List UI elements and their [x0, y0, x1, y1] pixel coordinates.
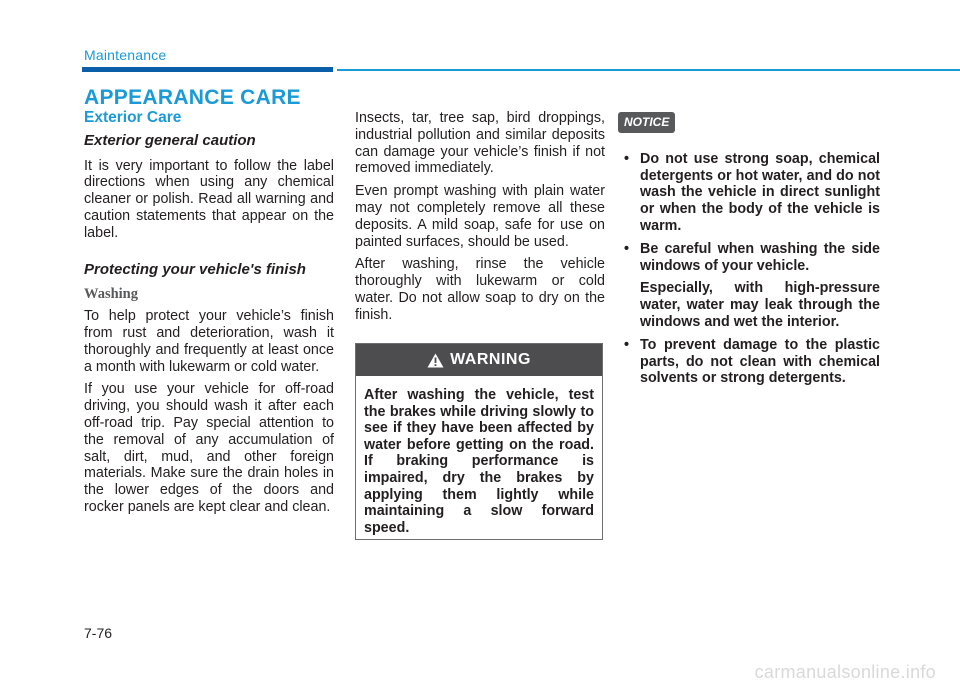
paragraph-deposits: Insects, tar, tree sap, bird droppings, industrial pollution and similar deposits can damage your vehicle’s finish if not removed immediately.	[355, 110, 605, 177]
notice-item-side-windows	[618, 241, 880, 331]
warning-box	[355, 343, 603, 540]
section-title-exterior-care: Exterior Care	[84, 109, 182, 126]
column-left	[84, 110, 334, 522]
notice-item-soap-text: • Do not use strong soap, chemical detergents or hot water, and do not wash the vehicle in direct sunlight or when the body of the vehicle is warm.	[640, 150, 880, 234]
notice-item-side-windows-text: • Be careful when washing the side windows of your vehicle.	[640, 240, 880, 274]
paragraph-general-caution: It is very important to follow the label directions when using any chemical cleaner or polish. Read all warning and caution statements that appear on the label.	[84, 157, 334, 241]
notice-item-high-pressure-text: Especially, with high-pressure water, water may leak through the windows and wet the interior.	[640, 280, 880, 330]
notice-item-plastic-parts	[618, 337, 880, 387]
watermark: carmanualsonline.info	[754, 662, 936, 682]
notice-item-soap	[618, 151, 880, 235]
page-number: 7-76	[84, 625, 113, 641]
paragraph-prompt-washing: Even prompt washing with plain water may not completely remove all these deposits. A mild soap, safe for use on painted surfaces, should be used.	[355, 183, 605, 250]
section-label: Maintenance	[84, 47, 167, 63]
notice-item-plastic-parts-text: • To prevent damage to the plastic parts, do not clean with chemical solvents or strong detergents.	[640, 336, 880, 387]
paragraph-rinse: After washing, rinse the vehicle thoroughly with lukewarm or cold water. Do not allow soap to dry on the finish.	[355, 256, 605, 323]
warning-header	[356, 344, 602, 376]
header-rule-light	[337, 69, 960, 71]
notice-badge: NOTICE	[618, 112, 675, 133]
chapter-title: APPEARANCE CARE	[84, 86, 301, 109]
notice-list	[618, 151, 880, 387]
paragraph-washing-1: To help protect your vehicle’s finish from rust and deterioration, wash it thoroughly and frequently at least once a month with lukewarm or cold water.	[84, 308, 334, 375]
header-rule-dark	[82, 67, 333, 72]
column-right	[618, 112, 880, 393]
warning-label: WARNING	[450, 351, 531, 368]
warning-text: After washing the vehicle, test the brakes while driving slowly to see if they have been affected by water before getting on the road. If braking performance is impaired, dry the brakes by applying them lightly while maintaining a slow forward speed.	[364, 387, 594, 536]
subsection-title-general-caution: Exterior general caution	[84, 131, 256, 149]
subsection-title-protecting-finish: Protecting your vehicle's finish	[84, 260, 306, 278]
column-middle	[355, 110, 605, 330]
warning-triangle-icon	[427, 353, 444, 368]
minor-title-washing: Washing	[84, 286, 138, 303]
paragraph-washing-2: If you use your vehicle for off-road driving, you should wash it after each off-road trip. Pay special attention to the removal of any accumulation of salt, dirt, mud, and other foreign materials. Make sure the drain holes in the lower edges of the doors and rocker panels are kept clear and clean.	[84, 381, 334, 515]
